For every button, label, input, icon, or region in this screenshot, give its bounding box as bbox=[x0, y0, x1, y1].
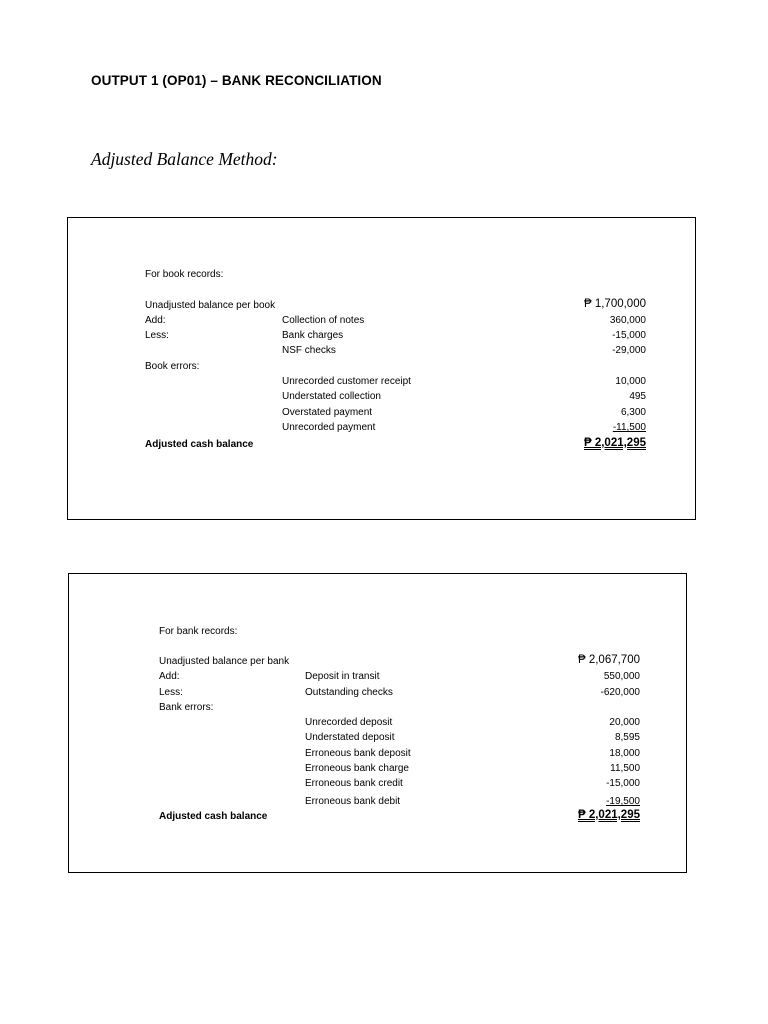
book-unadjusted-value: ₱ 1,700,000 bbox=[583, 298, 646, 310]
book-less-item-value: -15,000 bbox=[612, 330, 646, 341]
bank-add-item-value: 550,000 bbox=[603, 671, 640, 682]
bank-less-label: Less: bbox=[159, 687, 183, 698]
bank-reconciliation-box bbox=[68, 573, 687, 873]
book-add-label: Add: bbox=[145, 315, 166, 326]
book-error-item-value: -11,500 bbox=[612, 422, 646, 433]
bank-adjusted-label: Adjusted cash balance bbox=[159, 811, 268, 822]
bank-error-item-value: 20,000 bbox=[609, 717, 640, 728]
bank-error-item-value: -15,000 bbox=[606, 778, 640, 789]
bank-error-item-label: Understated deposit bbox=[305, 732, 395, 743]
book-reconciliation-box bbox=[67, 217, 696, 520]
book-less-item-label: Bank charges bbox=[282, 330, 344, 341]
book-less-label: Less: bbox=[145, 330, 169, 341]
bank-unadjusted-value: ₱ 2,067,700 bbox=[577, 654, 640, 666]
bank-error-item-value: 18,000 bbox=[609, 748, 640, 759]
method-title: Adjusted Balance Method: bbox=[91, 149, 278, 169]
book-add-item-value: 360,000 bbox=[609, 315, 646, 326]
bank-error-item-value: 8,595 bbox=[614, 732, 640, 743]
bank-add-label: Add: bbox=[159, 671, 180, 682]
book-add-item-label: Collection of notes bbox=[282, 315, 365, 326]
book-adjusted-value: ₱ 2,021,295 bbox=[583, 437, 646, 449]
book-less-item-label: NSF checks bbox=[282, 345, 336, 356]
bank-error-item-label: Erroneous bank credit bbox=[305, 778, 403, 789]
bank-error-item-label: Erroneous bank debit bbox=[305, 796, 401, 807]
book-error-item-label: Understated collection bbox=[282, 391, 381, 402]
bank-less-item-value: -620,000 bbox=[600, 687, 640, 698]
bank-add-item-label: Deposit in transit bbox=[305, 671, 380, 682]
bank-adjusted-value: ₱ 2,021,295 bbox=[577, 809, 640, 821]
book-error-item-value: 10,000 bbox=[615, 376, 646, 387]
bank-error-item-value: -19,500 bbox=[606, 796, 640, 807]
bank-error-item-label: Erroneous bank deposit bbox=[305, 748, 411, 759]
book-error-item-label: Overstated payment bbox=[282, 407, 373, 418]
bank-heading: For bank records: bbox=[159, 626, 238, 637]
bank-unadjusted-label: Unadjusted balance per bank bbox=[159, 656, 290, 667]
book-error-item-value: 6,300 bbox=[620, 407, 646, 418]
bank-error-item-label: Unrecorded deposit bbox=[305, 717, 393, 728]
document-title: OUTPUT 1 (OP01) – BANK RECONCILIATION bbox=[91, 73, 382, 88]
book-error-item-value: 495 bbox=[629, 391, 646, 402]
book-heading: For book records: bbox=[145, 269, 224, 280]
bank-error-item-label: Erroneous bank charge bbox=[305, 763, 409, 774]
bank-less-item-label: Outstanding checks bbox=[305, 687, 393, 698]
bank-error-item-value: 11,500 bbox=[610, 763, 640, 774]
book-unadjusted-label: Unadjusted balance per book bbox=[145, 300, 276, 311]
bank-errors-label: Bank errors: bbox=[159, 702, 214, 713]
book-less-item-value: -29,000 bbox=[612, 345, 646, 356]
book-adjusted-label: Adjusted cash balance bbox=[145, 439, 254, 450]
book-error-item-label: Unrecorded payment bbox=[282, 422, 376, 433]
book-errors-label: Book errors: bbox=[145, 361, 200, 372]
book-error-item-label: Unrecorded customer receipt bbox=[282, 376, 411, 387]
